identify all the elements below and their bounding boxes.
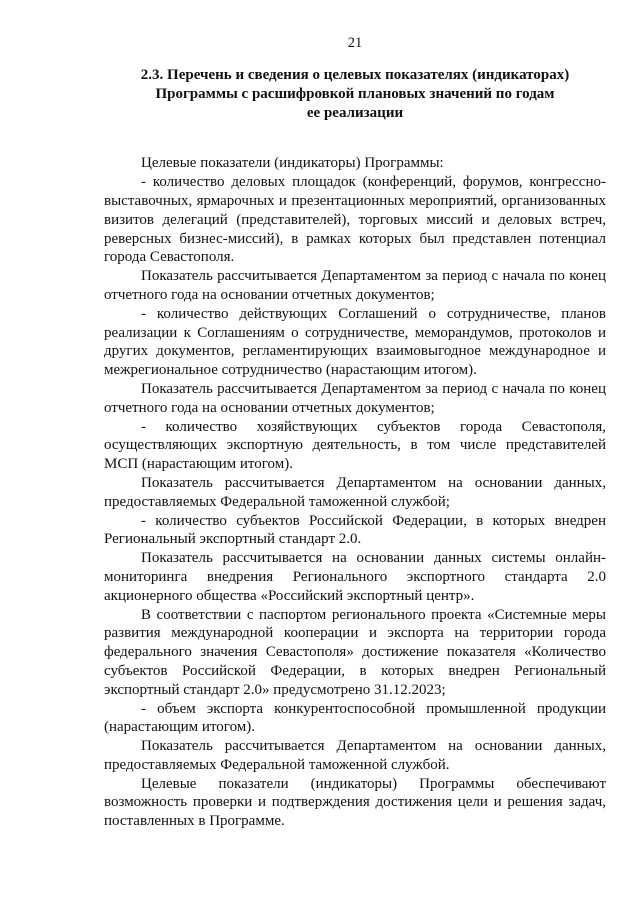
paragraph-item-business-platforms: - количество деловых площадок (конференций, форумов, конгрессно-выставочных, ярмарочных и презентационных мероприятий, организованных визитов делегаций (представителей), торговых миссий и деловых встреч, реверсных бизнес-миссий), в рамках которых был представлен потенциал города Севастополя. <box>104 174 606 266</box>
paragraph-intro: Целевые показатели (индикаторы) Программы: <box>141 155 444 172</box>
body-text <box>104 154 606 831</box>
paragraph-calculation-note: Показатель рассчитывается Департаментом на основании данных, предоставляемых Федеральной таможенной службой. <box>104 738 606 773</box>
paragraph-calculation-note: Показатель рассчитывается Департаментом за период с начала по конец отчетного года на основании отчетных документов; <box>104 380 606 416</box>
section-heading <box>104 66 606 122</box>
paragraph-item-agreements: - количество действующих Соглашений о сотрудничестве, планов реализации к Соглашениям о сотрудничестве, меморандумов, протоколов и других документов, регламентирующих взаимовыгодное международное и межрегиональное сотрудничество (нарастающим итогом). <box>104 305 606 379</box>
paragraph-item-exporters: - количество хозяйствующих субъектов города Севастополя, осуществляющих экспортную деятельность, в том числе представителей МСП (нарастающим итогом). <box>104 418 606 473</box>
page-number: 21 <box>347 35 363 51</box>
paragraph-item-export-volume: - объем экспорта конкурентоспособной промышленной продукции (нарастающим итогом). <box>104 700 606 736</box>
paragraph-calculation-note: Показатель рассчитывается Департаментом за период с начала по конец отчетного года на основании отчетных документов; <box>104 268 606 303</box>
paragraph-conclusion: Целевые показатели (индикаторы) Программы обеспечивают возможность проверки и подтверждения достижения цели и решения задач, поставленных в Программе. <box>104 775 606 830</box>
paragraph-regional-project: В соответствии с паспортом регионального проекта «Системные меры развития международной кооперации и экспорта на территории города федерального значения Севастополя» достижение показателя «Количество субъектов Российской Федерации, в которых внедрен Региональный экспортный стандарт 2.0» предусмотрено 31.12.2023; <box>104 606 606 698</box>
paragraph-calculation-note: Показатель рассчитывается Департаментом на основании данных, предоставляемых Федеральной таможенной службой; <box>104 474 606 510</box>
paragraph-item-export-standard: - количество субъектов Российской Федерации, в которых внедрен Региональный экспортный стандарт 2.0. <box>104 512 606 548</box>
section-heading-line-2: Программы с расшифровкой плановых значений по годам <box>155 85 555 102</box>
section-heading-line-1: 2.3. Перечень и сведения о целевых показателях (индикаторах) <box>140 67 570 83</box>
paragraph-calculation-note: Показатель рассчитывается на основании данных системы онлайн-мониторинга внедрения Регионального экспортного стандарта 2.0 акционерного общества «Российский экспортный центр». <box>104 550 606 604</box>
section-heading-line-3: ее реализации <box>306 104 404 121</box>
